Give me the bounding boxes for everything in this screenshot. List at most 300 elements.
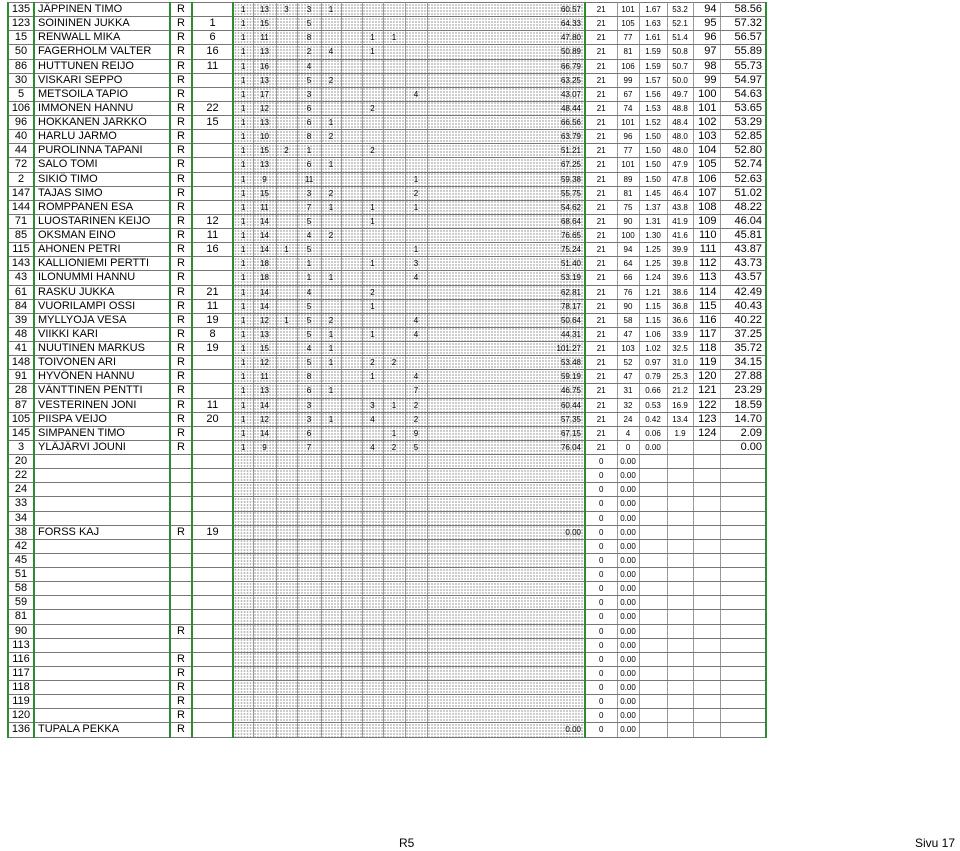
table-cell: 0.00: [617, 455, 639, 469]
table-cell: [639, 652, 667, 666]
table-cell: 40.22: [720, 313, 766, 327]
table-cell: 21: [585, 271, 617, 285]
table-cell: 81: [8, 610, 34, 624]
table-cell: [34, 511, 170, 525]
table-cell: [276, 511, 297, 525]
table-cell: [321, 370, 341, 384]
table-cell: [383, 144, 405, 158]
table-cell: 21: [585, 412, 617, 426]
table-cell: 145: [8, 426, 34, 440]
table-cell: [362, 229, 383, 243]
table-cell: 64: [617, 257, 639, 271]
table-cell: [192, 440, 233, 454]
table-cell: [276, 709, 297, 723]
table-cell: 1.15: [639, 299, 667, 313]
table-cell: 75.24: [427, 243, 585, 257]
table-cell: 21: [585, 3, 617, 17]
table-cell: [362, 384, 383, 398]
table-cell: 114: [693, 285, 720, 299]
table-cell: [321, 101, 341, 115]
table-cell: [297, 553, 321, 567]
table-cell: [192, 681, 233, 695]
table-cell: 106: [8, 101, 34, 115]
table-cell: [276, 299, 297, 313]
table-cell: 55.75: [427, 186, 585, 200]
table-cell: [341, 681, 362, 695]
table-cell: 1: [233, 299, 253, 313]
table-cell: [253, 624, 276, 638]
table-cell: 136: [8, 723, 34, 737]
table-cell: [405, 568, 427, 582]
table-cell: [667, 455, 693, 469]
table-cell: [253, 652, 276, 666]
table-cell: R: [170, 356, 192, 370]
table-cell: [341, 483, 362, 497]
table-cell: 7: [405, 384, 427, 398]
table-cell: AHONEN PETRI: [34, 243, 170, 257]
table-cell: 18: [253, 271, 276, 285]
table-row: [8, 709, 766, 723]
table-cell: 115: [693, 299, 720, 313]
table-cell: [383, 469, 405, 483]
table-cell: KALLIONIEMI PERTTI: [34, 257, 170, 271]
table-cell: [297, 596, 321, 610]
table-cell: [341, 568, 362, 582]
table-cell: 115: [8, 243, 34, 257]
table-cell: 31: [617, 384, 639, 398]
table-cell: [427, 582, 585, 596]
table-cell: 15: [253, 186, 276, 200]
table-cell: 4: [405, 327, 427, 341]
table-cell: [297, 638, 321, 652]
table-cell: 36.6: [667, 313, 693, 327]
table-cell: [362, 342, 383, 356]
table-cell: 4: [405, 87, 427, 101]
table-cell: [693, 610, 720, 624]
table-cell: [693, 525, 720, 539]
table-cell: 81: [617, 45, 639, 59]
table-cell: [405, 116, 427, 130]
table-cell: [297, 666, 321, 680]
table-cell: 101: [693, 101, 720, 115]
table-cell: [639, 539, 667, 553]
table-cell: 53.2: [667, 3, 693, 17]
table-cell: 48.8: [667, 101, 693, 115]
table-cell: 11: [192, 398, 233, 412]
table-cell: 101: [617, 116, 639, 130]
table-cell: 4: [362, 440, 383, 454]
table-cell: [192, 511, 233, 525]
table-cell: [427, 709, 585, 723]
table-cell: [276, 695, 297, 709]
table-row: [8, 45, 766, 59]
table-cell: [405, 553, 427, 567]
table-row: [8, 186, 766, 200]
table-cell: [233, 553, 253, 567]
table-cell: 48.44: [427, 101, 585, 115]
table-cell: 52.80: [720, 144, 766, 158]
table-cell: [192, 130, 233, 144]
table-cell: 11: [192, 299, 233, 313]
table-cell: 4: [297, 342, 321, 356]
table-cell: [253, 483, 276, 497]
table-row: [8, 568, 766, 582]
table-cell: 0.06: [639, 426, 667, 440]
table-cell: 20: [8, 455, 34, 469]
table-cell: 7: [297, 200, 321, 214]
table-cell: [383, 342, 405, 356]
table-cell: 0: [585, 539, 617, 553]
table-cell: [427, 596, 585, 610]
table-cell: 21: [585, 327, 617, 341]
table-cell: [693, 723, 720, 737]
table-cell: 47.80: [427, 31, 585, 45]
table-cell: R: [170, 652, 192, 666]
table-cell: [233, 596, 253, 610]
table-cell: [276, 638, 297, 652]
table-cell: 57.35: [427, 412, 585, 426]
table-cell: [383, 666, 405, 680]
table-cell: [276, 271, 297, 285]
table-cell: 66.56: [427, 116, 585, 130]
table-cell: 0.97: [639, 356, 667, 370]
table-cell: 55.89: [720, 45, 766, 59]
table-cell: 85: [8, 229, 34, 243]
table-cell: 21: [585, 285, 617, 299]
table-cell: R: [170, 87, 192, 101]
table-cell: 103: [617, 342, 639, 356]
table-cell: [362, 59, 383, 73]
table-cell: [341, 666, 362, 680]
table-cell: 66.79: [427, 59, 585, 73]
table-cell: [693, 666, 720, 680]
table-cell: 60.57: [427, 3, 585, 17]
table-cell: [639, 695, 667, 709]
table-cell: [192, 624, 233, 638]
table-cell: 50.0: [667, 73, 693, 87]
table-cell: 50: [8, 45, 34, 59]
table-cell: [276, 370, 297, 384]
table-cell: 1: [233, 285, 253, 299]
table-cell: 2: [383, 356, 405, 370]
table-cell: 52.1: [667, 17, 693, 31]
table-row: [8, 652, 766, 666]
table-cell: R: [170, 229, 192, 243]
table-row: [8, 370, 766, 384]
table-cell: [405, 299, 427, 313]
table-cell: [720, 624, 766, 638]
table-cell: 16.9: [667, 398, 693, 412]
table-cell: 2: [276, 144, 297, 158]
table-cell: [276, 31, 297, 45]
table-cell: R: [170, 271, 192, 285]
table-cell: SIMPANEN TIMO: [34, 426, 170, 440]
table-cell: [383, 45, 405, 59]
table-cell: [341, 497, 362, 511]
table-cell: 62.81: [427, 285, 585, 299]
table-cell: [362, 525, 383, 539]
table-cell: [362, 497, 383, 511]
table-cell: [34, 638, 170, 652]
table-cell: 1: [233, 412, 253, 426]
table-cell: 1: [233, 101, 253, 115]
table-cell: [341, 313, 362, 327]
table-cell: 4: [405, 271, 427, 285]
table-cell: [276, 384, 297, 398]
table-cell: [362, 158, 383, 172]
table-cell: [639, 455, 667, 469]
table-cell: R: [170, 257, 192, 271]
table-cell: 77: [617, 31, 639, 45]
table-cell: 15: [8, 31, 34, 45]
table-cell: [362, 652, 383, 666]
table-row: [8, 59, 766, 73]
table-cell: [341, 553, 362, 567]
table-cell: 21: [585, 158, 617, 172]
table-cell: 1: [233, 87, 253, 101]
table-cell: 143: [8, 257, 34, 271]
table-cell: [693, 681, 720, 695]
table-cell: [233, 666, 253, 680]
table-cell: 2: [362, 101, 383, 115]
table-cell: OKSMAN EINO: [34, 229, 170, 243]
table-cell: [383, 610, 405, 624]
table-cell: [667, 638, 693, 652]
table-cell: 52.63: [720, 172, 766, 186]
table-cell: 148: [8, 356, 34, 370]
table-cell: [297, 723, 321, 737]
table-cell: 6: [297, 426, 321, 440]
table-cell: [341, 200, 362, 214]
table-cell: [667, 709, 693, 723]
table-cell: [341, 511, 362, 525]
table-cell: [383, 243, 405, 257]
table-cell: 86: [8, 59, 34, 73]
table-cell: [34, 709, 170, 723]
table-cell: [341, 3, 362, 17]
table-cell: 0: [585, 455, 617, 469]
table-cell: 24: [8, 483, 34, 497]
table-cell: [276, 582, 297, 596]
table-cell: [192, 200, 233, 214]
table-cell: 4: [405, 370, 427, 384]
table-cell: 1: [321, 271, 341, 285]
table-cell: R: [170, 299, 192, 313]
table-cell: 43.07: [427, 87, 585, 101]
table-cell: R: [170, 370, 192, 384]
table-cell: 2: [362, 285, 383, 299]
table-cell: [383, 455, 405, 469]
table-cell: 23.29: [720, 384, 766, 398]
table-cell: [667, 568, 693, 582]
table-cell: 116: [8, 652, 34, 666]
table-cell: [383, 638, 405, 652]
table-cell: R: [170, 342, 192, 356]
table-cell: 31.0: [667, 356, 693, 370]
table-cell: 60.44: [427, 398, 585, 412]
table-cell: [297, 624, 321, 638]
table-cell: 121: [693, 384, 720, 398]
table-cell: [405, 483, 427, 497]
table-cell: 33.9: [667, 327, 693, 341]
table-cell: 0: [585, 469, 617, 483]
table-cell: 0.00: [720, 440, 766, 454]
table-cell: 1: [233, 398, 253, 412]
table-cell: 76.65: [427, 229, 585, 243]
table-cell: 21: [585, 144, 617, 158]
table-cell: 13: [253, 116, 276, 130]
table-cell: MYLLYOJA VESA: [34, 313, 170, 327]
table-cell: 17: [253, 87, 276, 101]
table-cell: 101: [617, 3, 639, 17]
table-cell: [170, 455, 192, 469]
table-cell: [720, 681, 766, 695]
table-row: [8, 483, 766, 497]
table-cell: [341, 172, 362, 186]
table-cell: [253, 695, 276, 709]
table-cell: R: [170, 398, 192, 412]
table-cell: 1.25: [639, 257, 667, 271]
table-cell: 21.2: [667, 384, 693, 398]
table-cell: 1: [362, 299, 383, 313]
table-cell: [341, 426, 362, 440]
table-cell: 0: [585, 652, 617, 666]
table-cell: [427, 483, 585, 497]
table-cell: R: [170, 426, 192, 440]
table-cell: [720, 511, 766, 525]
table-cell: [362, 87, 383, 101]
table-cell: [34, 596, 170, 610]
table-cell: [383, 257, 405, 271]
table-cell: [321, 709, 341, 723]
table-cell: 11: [192, 59, 233, 73]
table-cell: [321, 31, 341, 45]
table-cell: [276, 285, 297, 299]
table-cell: [253, 709, 276, 723]
table-cell: [405, 539, 427, 553]
table-cell: 97: [693, 45, 720, 59]
table-cell: R: [170, 172, 192, 186]
table-cell: [341, 398, 362, 412]
table-cell: [667, 624, 693, 638]
table-cell: 58: [617, 313, 639, 327]
table-cell: 0: [585, 568, 617, 582]
table-cell: [405, 723, 427, 737]
table-cell: 39.6: [667, 271, 693, 285]
table-cell: [192, 596, 233, 610]
table-cell: [667, 695, 693, 709]
table-cell: 2: [321, 313, 341, 327]
table-cell: 53.19: [427, 271, 585, 285]
table-cell: [639, 596, 667, 610]
table-cell: [276, 412, 297, 426]
table-cell: [720, 483, 766, 497]
table-cell: 0: [585, 511, 617, 525]
table-cell: 0: [585, 497, 617, 511]
table-cell: R: [170, 327, 192, 341]
table-cell: [321, 469, 341, 483]
table-cell: R: [170, 45, 192, 59]
table-cell: [639, 525, 667, 539]
table-cell: 47.9: [667, 158, 693, 172]
table-cell: [192, 610, 233, 624]
table-row: [8, 101, 766, 115]
table-cell: 2: [405, 398, 427, 412]
table-cell: 96: [8, 116, 34, 130]
table-cell: [720, 638, 766, 652]
table-cell: [383, 17, 405, 31]
table-cell: 14: [253, 285, 276, 299]
table-cell: [362, 243, 383, 257]
table-cell: [639, 568, 667, 582]
table-cell: [362, 271, 383, 285]
table-cell: [639, 483, 667, 497]
table-cell: SALO TOMI: [34, 158, 170, 172]
table-cell: 14: [253, 243, 276, 257]
table-cell: VESTERINEN JONI: [34, 398, 170, 412]
table-cell: [341, 356, 362, 370]
table-cell: [667, 582, 693, 596]
table-cell: [427, 652, 585, 666]
table-cell: 30: [8, 73, 34, 87]
table-cell: 3: [297, 87, 321, 101]
table-cell: 0.00: [617, 596, 639, 610]
table-cell: [341, 412, 362, 426]
table-cell: 67: [617, 87, 639, 101]
table-cell: 96: [693, 31, 720, 45]
table-row: [8, 596, 766, 610]
table-cell: TUPALA PEKKA: [34, 723, 170, 737]
table-cell: [321, 596, 341, 610]
table-cell: 1: [383, 31, 405, 45]
table-cell: [192, 455, 233, 469]
table-cell: 1: [233, 313, 253, 327]
table-cell: [276, 172, 297, 186]
table-cell: 9: [405, 426, 427, 440]
table-cell: [34, 681, 170, 695]
table-cell: [405, 525, 427, 539]
table-row: [8, 17, 766, 31]
table-cell: NUUTINEN MARKUS: [34, 342, 170, 356]
table-cell: [192, 483, 233, 497]
table-cell: [341, 158, 362, 172]
table-cell: 0.00: [617, 624, 639, 638]
table-cell: 3: [297, 186, 321, 200]
table-cell: R: [170, 73, 192, 87]
table-row: [8, 356, 766, 370]
table-cell: [639, 666, 667, 680]
table-cell: [276, 257, 297, 271]
table-cell: [427, 681, 585, 695]
table-cell: [276, 596, 297, 610]
table-cell: 3: [405, 257, 427, 271]
table-cell: 94: [693, 3, 720, 17]
table-cell: [667, 652, 693, 666]
table-cell: [405, 59, 427, 73]
table-cell: 119: [693, 356, 720, 370]
table-cell: [297, 709, 321, 723]
table-cell: 0.42: [639, 412, 667, 426]
table-cell: [720, 695, 766, 709]
table-cell: 1.9: [667, 426, 693, 440]
table-cell: PUROLINNA TAPANI: [34, 144, 170, 158]
table-cell: 1.24: [639, 271, 667, 285]
table-cell: [341, 59, 362, 73]
table-cell: [297, 568, 321, 582]
table-cell: 90: [8, 624, 34, 638]
table-cell: [720, 582, 766, 596]
table-cell: 0: [585, 610, 617, 624]
